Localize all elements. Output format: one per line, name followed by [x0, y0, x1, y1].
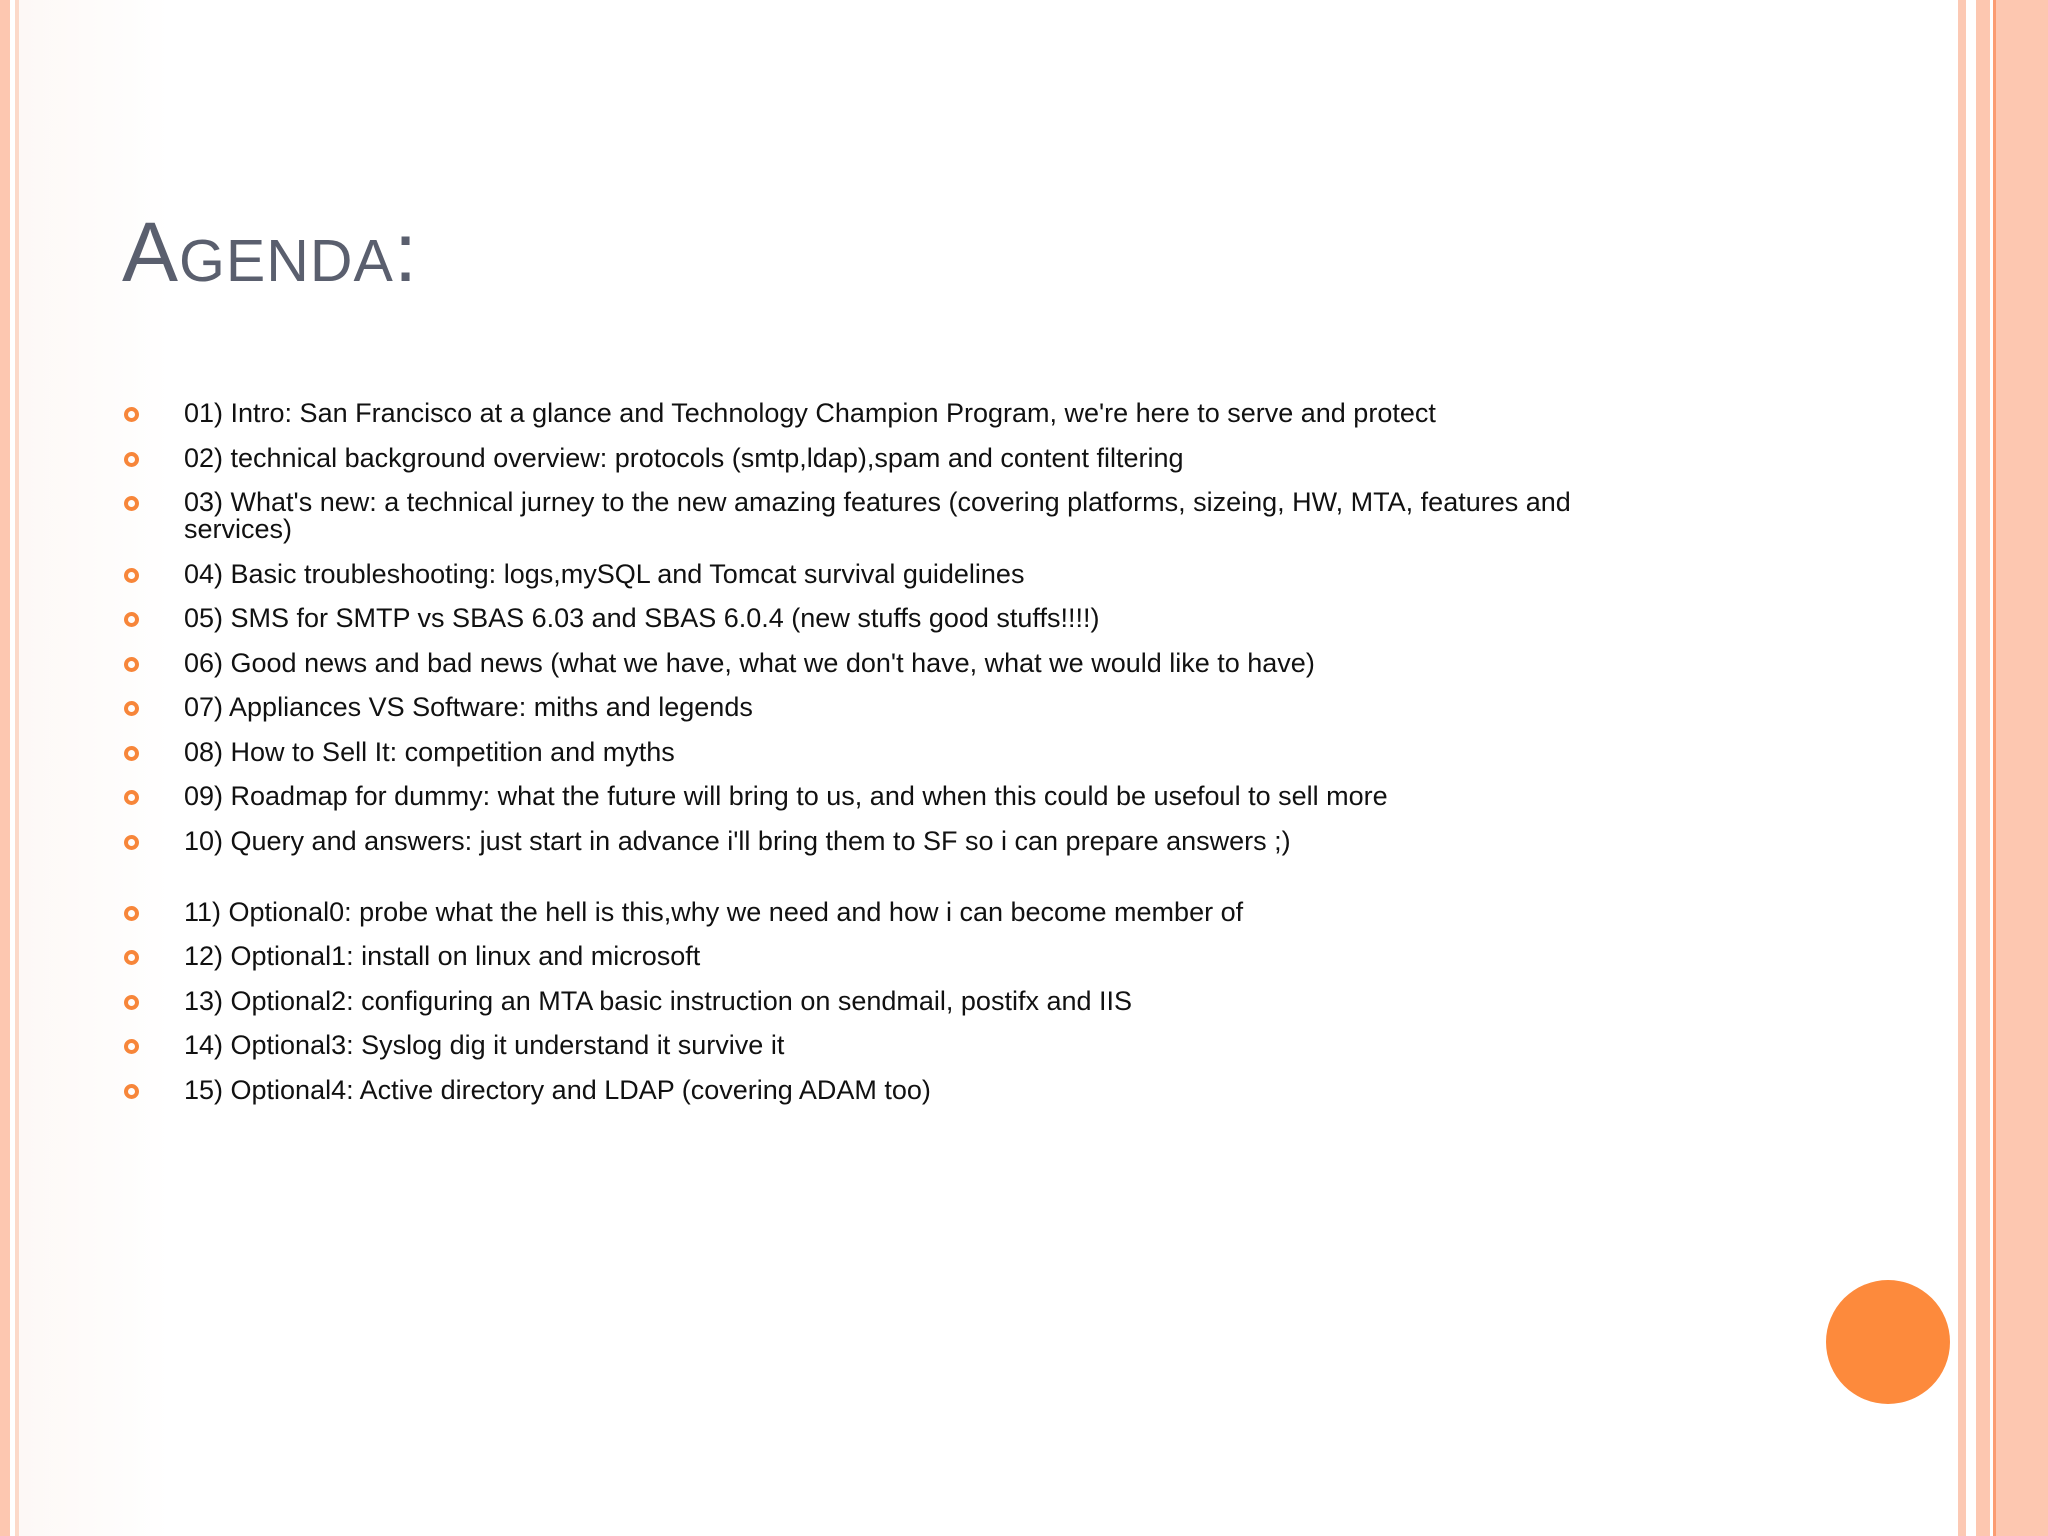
circle-bullet-icon: [124, 452, 139, 467]
circle-bullet-icon: [124, 612, 139, 627]
agenda-item: [120, 442, 1680, 473]
circle-bullet-icon: [124, 995, 139, 1010]
circle-bullet-icon: [124, 950, 139, 965]
agenda-item-text: 03) What's new: a technical jurney to the new amazing features (covering platforms, sizeing, HW, MTA, features and services): [184, 487, 1571, 544]
agenda-item-text: 08) How to Sell It: competition and myths: [184, 736, 675, 767]
agenda-item-text: 13) Optional2: configuring an MTA basic instruction on sendmail, postifx and IIS: [184, 985, 1133, 1016]
agenda-item-text: 15) Optional4: Active directory and LDAP (covering ADAM too): [184, 1074, 931, 1105]
circle-bullet-icon: [124, 1084, 139, 1099]
agenda-item: [120, 736, 1680, 767]
circle-bullet-icon: [124, 1039, 139, 1054]
agenda-item: [120, 943, 1680, 970]
agenda-item-text: 14) Optional3: Syslog dig it understand it survive it: [184, 1030, 785, 1060]
agenda-item-text: 11) Optional0: probe what the hell is this,why we need and how i can become member of: [184, 896, 1244, 927]
agenda-item: [120, 489, 1680, 543]
circle-bullet-icon: [124, 906, 139, 921]
agenda-item-text: 09) Roadmap for dummy: what the future will bring to us, and when this could be usefoul to sell more: [184, 781, 1388, 811]
right-border-stripe-edge: [1996, 0, 2048, 1536]
agenda-list: [120, 400, 1680, 1121]
agenda-item-text: 07) Appliances VS Software: miths and legends: [184, 692, 753, 722]
agenda-item-text: 04) Basic troubleshooting: logs,mySQL and Tomcat survival guidelines: [184, 558, 1025, 589]
agenda-item-text: 05) SMS for SMTP vs SBAS 6.03 and SBAS 6.0.4 (new stuffs good stuffs!!!!): [184, 603, 1100, 633]
agenda-item-text: 02) technical background overview: protocols (smtp,ldap),spam and content filtering: [184, 442, 1184, 473]
agenda-item: [120, 825, 1680, 856]
agenda-item-text: 01) Intro: San Francisco at a glance and Technology Champion Program, we're here to serve and protect: [184, 398, 1436, 428]
agenda-item: [120, 896, 1680, 927]
right-border-stripe-wide: [1976, 0, 1990, 1536]
agenda-item: [120, 985, 1680, 1016]
agenda-item: [120, 605, 1680, 632]
agenda-item: [120, 1032, 1680, 1059]
agenda-item: [120, 1074, 1680, 1105]
agenda-item: [120, 694, 1680, 721]
circle-bullet-icon: [124, 496, 139, 511]
circle-bullet-icon: [124, 746, 139, 761]
decorative-orange-circle: [1826, 1280, 1950, 1404]
circle-bullet-icon: [124, 407, 139, 422]
agenda-item: [120, 400, 1680, 427]
circle-bullet-icon: [124, 568, 139, 583]
agenda-item-text: 10) Query and answers: just start in advance i'll bring them to SF so i can prepare answers ;): [184, 825, 1291, 856]
circle-bullet-icon: [124, 657, 139, 672]
agenda-item: [120, 647, 1680, 678]
agenda-item: [120, 783, 1680, 810]
circle-bullet-icon: [124, 835, 139, 850]
agenda-item: [120, 558, 1680, 589]
circle-bullet-icon: [124, 701, 139, 716]
slide-title: Agenda:: [122, 205, 419, 299]
circle-bullet-icon: [124, 790, 139, 805]
agenda-item-text: 06) Good news and bad news (what we have, what we don't have, what we would like to have): [184, 647, 1315, 678]
right-border-gap: [1966, 0, 1976, 1536]
left-border-stripe: [0, 0, 10, 1536]
agenda-item-text: 12) Optional1: install on linux and microsoft: [184, 941, 701, 971]
right-border-stripe: [1958, 0, 1966, 1536]
